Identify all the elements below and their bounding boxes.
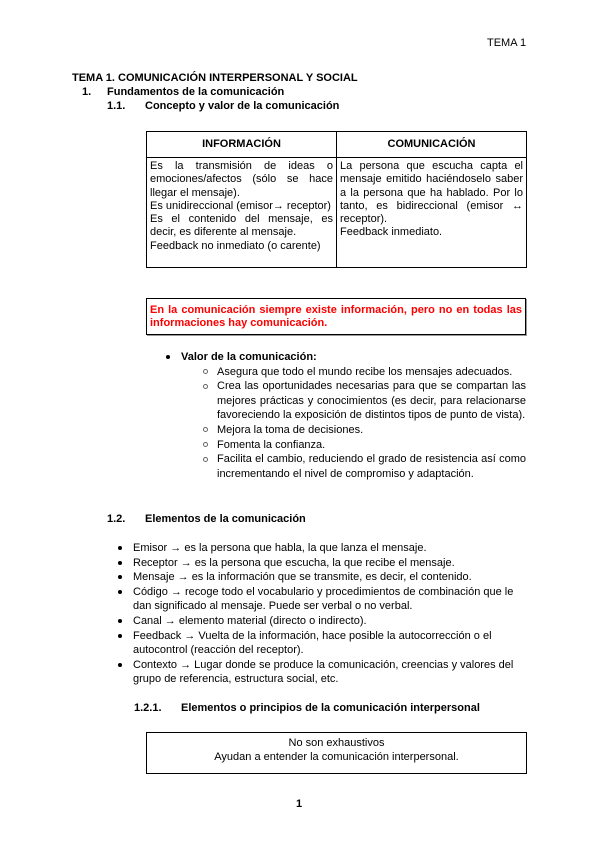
note-line: No son exhaustivos: [288, 737, 385, 749]
elemento-item: Canal → elemento material (directo o indirecto).: [133, 614, 526, 629]
informacion-line: Es el contenido del mensaje, es decir, es diferente al mensaje.: [150, 213, 333, 239]
valor-item: Facilita el cambio, reduciendo el grado de resistencia así como incrementando el nivel de compromiso y adaptación.: [217, 453, 526, 480]
informacion-cell: [147, 158, 337, 268]
section-1-heading: Fundamentos de la comunicación: [107, 86, 285, 98]
running-header: TEMA 1: [487, 37, 527, 49]
informacion-line: Es unidireccional (emisor→ receptor): [150, 199, 331, 212]
comunicacion-line: Feedback inmediato.: [340, 226, 443, 239]
elemento-item: Feedback → Vuelta de la información, hace posible la autocorrección o el autocontrol (reacción del receptor).: [133, 629, 526, 658]
section-1-2-number: 1.2.: [107, 513, 126, 525]
page-title: TEMA 1. COMUNICACIÓN INTERPERSONAL Y SOCIAL: [72, 72, 358, 84]
page-number: 1: [296, 798, 303, 810]
section-1-1-heading: Concepto y valor de la comunicación: [145, 100, 340, 112]
comparison-table: [146, 131, 527, 268]
informacion-line: Es la transmisión de ideas o emociones/afectos (sólo se hace llegar el mensaje).: [150, 160, 333, 199]
elemento-item: Mensaje → es la información que se transmite, es decir, el contenido.: [133, 570, 526, 585]
valor-heading: Valor de la comunicación:: [181, 350, 526, 365]
callout-box: En la comunicación siempre existe información, pero no en todas las informaciones hay comunicación.: [146, 298, 526, 335]
elemento-item: Contexto → Lugar donde se produce la comunicación, creencias y valores del grupo de referencia, estructura social, etc.: [133, 658, 526, 687]
elemento-item: Receptor → es la persona que escucha, la que recibe el mensaje.: [133, 556, 526, 571]
informacion-line: Feedback no inmediato (o carente): [150, 239, 321, 252]
section-1-1-number: 1.1.: [107, 100, 126, 112]
section-1-2-1-number: 1.2.1.: [134, 702, 162, 714]
comunicacion-cell: [337, 158, 527, 268]
valor-item: Crea las oportunidades necesarias para que se compartan las mejores prácticas y conocimientos (es decir, para relacionarse favoreciendo la exposición de distintos tipos de punto de vista).: [217, 380, 526, 422]
note-box: [146, 732, 527, 774]
section-1-2-1-heading: Elementos o principios de la comunicación interpersonal: [181, 702, 480, 714]
section-1-number: 1.: [82, 86, 92, 98]
table-header-comunicacion: COMUNICACIÓN: [337, 132, 527, 158]
elementos-list: [133, 541, 526, 687]
valor-item: Fomenta la confianza.: [217, 438, 526, 453]
elemento-item: Código → recoge todo el vocabulario y procedimientos de combinación que le dan significado al mensaje. Puede ser verbal o no verbal.: [133, 585, 526, 614]
valor-item: Asegura que todo el mundo recibe los mensajes adecuados.: [217, 365, 526, 380]
valor-section: [181, 350, 526, 481]
section-1-2-heading: Elementos de la comunicación: [145, 513, 306, 525]
comunicacion-line: La persona que escucha capta el mensaje emitido haciéndoselo saber a la persona que ha hablado. Por lo tanto, es bidireccional (emisor ↔ receptor).: [340, 160, 523, 226]
valor-item: Mejora la toma de decisiones.: [217, 423, 526, 438]
elemento-item: Emisor → es la persona que habla, la que lanza el mensaje.: [133, 541, 526, 556]
note-line: Ayudan a entender la comunicación interpersonal.: [214, 750, 459, 763]
table-header-informacion: INFORMACIÓN: [147, 132, 337, 158]
